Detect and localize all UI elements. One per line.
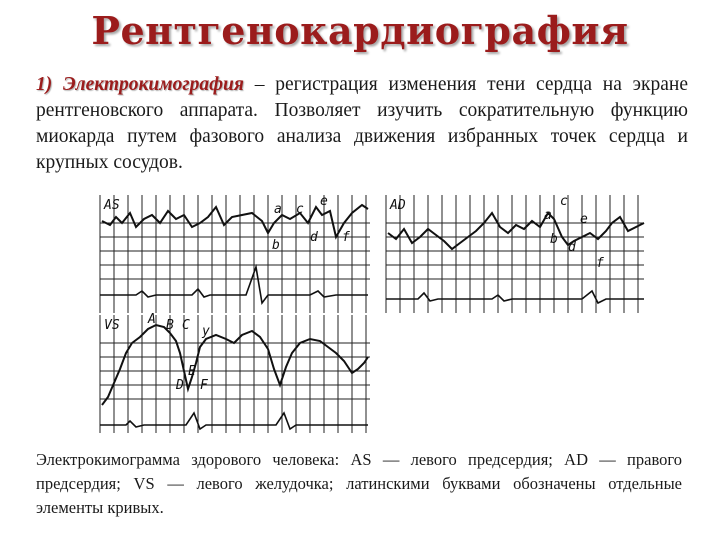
ad-point-b: b [550, 232, 558, 247]
ad-point-c: c [560, 194, 568, 209]
kymogram-ad [382, 193, 648, 317]
vs-point-E: E [188, 364, 196, 379]
kymogram-as [96, 193, 374, 317]
figure-label-ad: AD [390, 198, 406, 213]
grid [386, 195, 644, 313]
vs-ecg [100, 413, 368, 429]
figure-caption: Электрокимограмма здорового человека: AS — левого предсердия; AD — правого предсердия; VS — левого желудочка; латинскими буквами обозначены отдельные элементы кривых. [36, 450, 682, 517]
as-point-b: b [272, 238, 280, 253]
vs-point-C: C [182, 318, 190, 333]
ad-ecg [386, 291, 644, 303]
vs-point-B: B [166, 318, 174, 333]
figure-label-vs: VS [104, 318, 120, 333]
vs-point-A: A [148, 313, 156, 327]
intro-term: 1) Электрокимография [36, 74, 244, 95]
vs-point-F: F [200, 378, 208, 393]
as-point-d: d [310, 230, 318, 245]
vs-point-D: D [176, 378, 184, 393]
page-title: Рентгенокардиография [91, 8, 629, 53]
as-ecg [100, 267, 368, 303]
figure-label-as: AS [104, 198, 120, 213]
kymogram-vs [96, 313, 374, 437]
grid [100, 315, 370, 433]
as-point-c: c [296, 202, 304, 217]
ad-point-f: f [596, 256, 604, 271]
as-point-a: a [274, 202, 282, 217]
ad-curve [388, 213, 644, 249]
as-point-e: e [320, 194, 328, 209]
intro-text: – регистрация изменения тени сердца на экране рентгеновского аппарата. Позволяет изучить сократительную функцию миокарда путем фазового анализа движения избранных точек сердца и крупных сосудов. [36, 74, 688, 173]
as-point-f: f [342, 230, 350, 245]
vs-point-y: y [202, 324, 210, 339]
intro-paragraph [36, 72, 688, 176]
ad-point-d: d [568, 240, 576, 255]
ad-point-e: e [580, 212, 588, 227]
ad-point-a: a [544, 208, 552, 223]
